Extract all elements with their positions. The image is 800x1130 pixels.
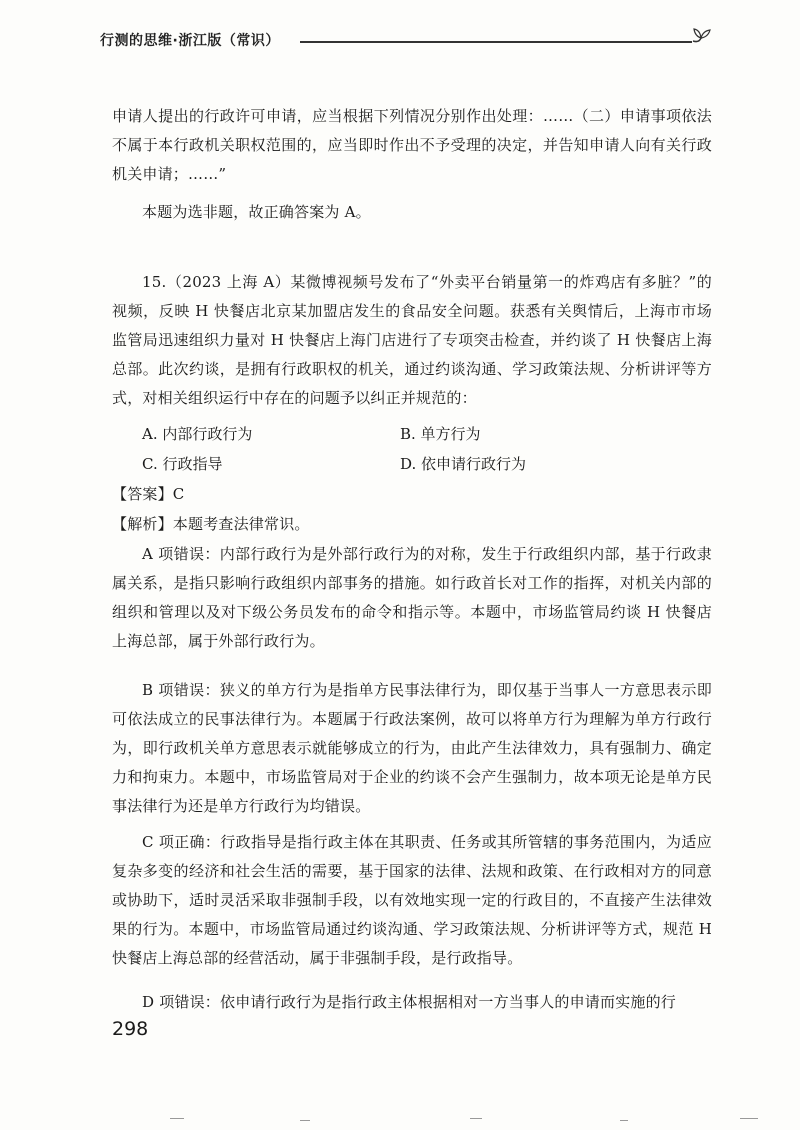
- analysis-heading: 【解析】本题考查法律常识。: [112, 515, 310, 533]
- option-b: B. 单方行为: [400, 425, 481, 443]
- explanation-b: B 项错误：狭义的单方行为是指单方民事法律行为，即仅基于当事人一方意思表示即可依法成立的民事法律行为。本题属于行政法案例，故可以将单方行为理解为单方行政行为，即行政机关单方意思表示就能够成立的行为，由此产生法律效力，具有强制力、确定力和拘束力。本题中，市场监管局对于企业的约谈不会产生强制力，故本项无论是单方民事法律行为还是单方行政行为均错误。: [112, 681, 712, 815]
- explanation-c: C 项正确：行政指导是指行政主体在其职责、任务或其所管辖的事务范围内，为适应复杂多变的经济和社会生活的需要，基于国家的法律、法规和政策、在行政相对方的同意或协助下，适时灵活采取非强制手段，以有效地实现一定的行政目的，不直接产生法律效果的行为。本题中，市场监管局通过约谈沟通、学习政策法规、分析讲评等方式，规范 H 快餐店上海总部的经营活动，属于非强制手段，是行政指导。: [112, 833, 712, 967]
- option-a: A. 内部行政行为: [142, 425, 253, 443]
- option-c: C. 行政指导: [142, 455, 223, 473]
- scan-speck: [300, 1120, 310, 1121]
- question-stem: 15.（2023 上海 A）某微博视频号发布了“外卖平台销量第一的炸鸡店有多脏？”的视频，反映 H 快餐店北京某加盟店发生的食品安全问题。获悉有关舆情后，上海市市场监管局迅速组织力量对 H 快餐店上海门店进行了专项突击检查，并约谈了 H 快餐店上海总部。此次约谈，是拥有行政职权的机关，通过约谈沟通、学习政策法规、分析讲评等方式，对相关组织运行中存在的问题予以纠正并规范的：: [112, 273, 712, 407]
- header-rule: [300, 41, 692, 43]
- book-title: 行测的思维·浙江版（常识）: [100, 33, 280, 49]
- paragraph-conclusion: 本题为选非题，故正确答案为 A。: [142, 203, 371, 221]
- explanation-a: A 项错误：内部行政行为是外部行政行为的对称，发生于行政组织内部，基于行政隶属关系，是指只影响行政组织内部事务的措施。如行政首长对工作的指挥，对机关内部的组织和管理以及对下级公务员发布的命令和指示等。本题中，市场监管局约谈 H 快餐店上海总部，属于外部行政行为。: [112, 545, 712, 650]
- page-number: 298: [112, 1018, 149, 1040]
- scan-speck: [740, 1118, 758, 1119]
- answer-line: 【答案】C: [112, 485, 185, 503]
- scan-speck: [170, 1118, 184, 1119]
- explanation-d: D 项错误：依申请行政行为是指行政主体根据相对一方当事人的申请而实施的行: [142, 993, 676, 1011]
- running-header: [100, 30, 712, 54]
- paragraph-quote: 申请人提出的行政许可申请，应当根据下列情况分别作出处理：……（二）申请事项依法不属于本行政机关职权范围的，应当即时作出不予受理的决定，并告知申请人向有关行政机关申请；……”: [112, 107, 712, 183]
- sprout-icon: [690, 26, 712, 48]
- option-d: D. 依申请行政行为: [400, 455, 527, 473]
- scan-speck: [620, 1120, 628, 1121]
- scan-speck: [470, 1118, 482, 1119]
